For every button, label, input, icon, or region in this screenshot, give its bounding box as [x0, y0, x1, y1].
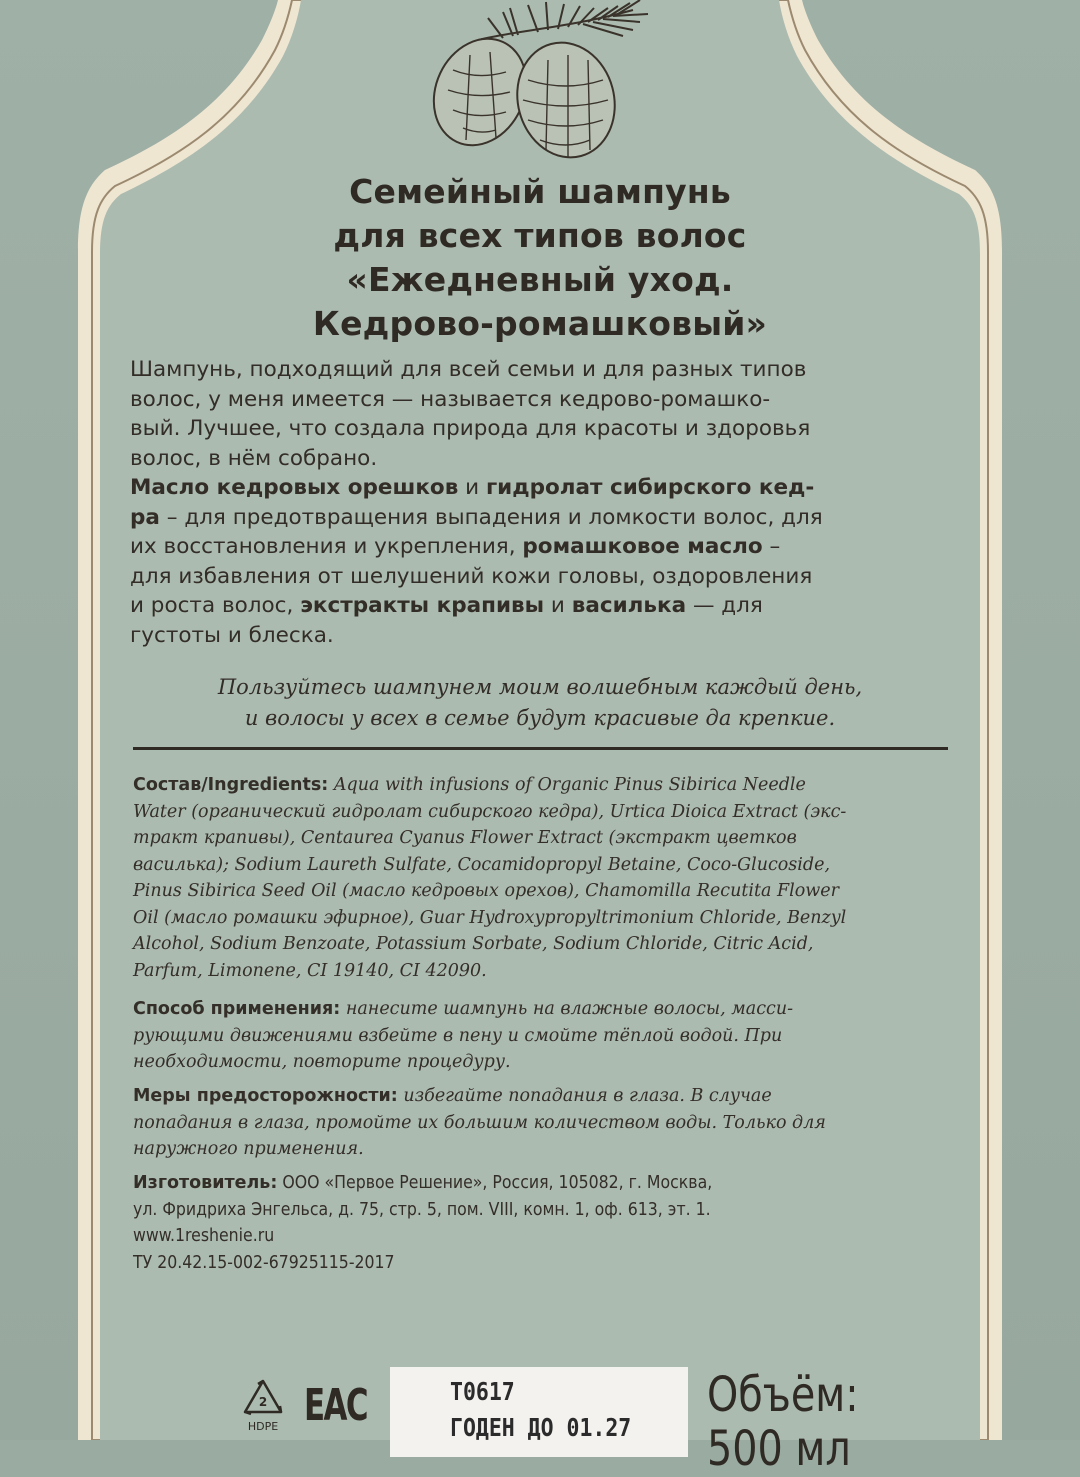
description-line	[130, 562, 950, 592]
motto	[130, 672, 950, 734]
usage-line: необходимости, повторите процедуру.	[133, 1052, 511, 1072]
title-line: для всех типов волос	[333, 216, 747, 255]
ingredients-line: Pinus Sibirica Seed Oil (масло кедровых орехов), Chamomilla Recutita Flower	[133, 881, 839, 901]
title-line: Кедрово-ромашковый»	[312, 304, 768, 343]
expiry-date: ГОДЕН ДО 01.27	[450, 1413, 632, 1442]
volume	[707, 1368, 859, 1476]
text: ООО «Первое Решение», Россия, 105082, г. Москва,	[277, 1173, 713, 1193]
highlight: ромашковое масло	[522, 534, 763, 559]
ingredients-line: Water (органический гидролат сибирского кедра), Urtica Dioica Extract (экс-	[133, 801, 847, 822]
text: густоты и блеска.	[130, 622, 334, 648]
recycle-triangle-icon	[242, 1378, 284, 1416]
title-line: «Ежедневный уход.	[346, 260, 734, 299]
ingredients	[133, 772, 953, 984]
highlight: Масло кедровых орешков	[130, 475, 459, 500]
manufacturer-line	[133, 1170, 953, 1197]
text: и роста волос,	[130, 593, 301, 618]
ingredients-line: Alcohol, Sodium Benzoate, Potassium Sorbate, Sodium Chloride, Citric Acid,	[133, 934, 814, 954]
usage-line: рующими движениями взбейте в пену и смойте тёплой водой. При	[133, 1025, 783, 1046]
text: Aqua with infusions of Organic Pinus Sibirica Needle	[328, 775, 806, 795]
recycle-icon	[238, 1378, 288, 1433]
highlight: василька	[571, 593, 687, 618]
recycle-number: 2	[258, 1395, 268, 1409]
ingredients-line: тракт крапивы), Centaurea Cyanus Flower Extract (экстракт цветков	[133, 828, 797, 848]
description-line: вый. Лучшее, что создала природа для красоты и здоровья	[130, 416, 811, 441]
ingredients-line: Oil (масло ромашки эфирное), Guar Hydroxypropyltrimonium Chloride, Benzyl	[133, 907, 847, 928]
ingredients-label: Состав/Ingredients:	[133, 775, 329, 795]
caution-line: наружного применения.	[133, 1139, 364, 1159]
description-line	[130, 532, 950, 562]
highlight: гидролат сибирского кед-	[485, 475, 815, 500]
description	[130, 355, 950, 650]
text: для избавления от шелушений кожи головы, оздоровления	[130, 563, 813, 589]
highlight: ра	[130, 504, 160, 530]
batch-number: T0617	[450, 1377, 515, 1406]
text: и	[458, 475, 486, 500]
text: их восстановления и укрепления,	[130, 534, 523, 559]
website: www.1reshenie.ru	[133, 1226, 275, 1246]
recycle-label: HDPE	[247, 1420, 279, 1433]
motto-line: и волосы у всех в семье будут красивые да крепкие.	[244, 706, 836, 730]
usage-instructions	[133, 996, 953, 1076]
usage-label: Способ применения:	[133, 999, 341, 1019]
precautions	[133, 1083, 953, 1163]
volume-label: Объём:	[707, 1367, 859, 1423]
spec-number: ТУ 20.42.15-002-67925115-2017	[133, 1252, 395, 1273]
usage-line	[133, 996, 953, 1023]
caution-line: попадания в глаза, промойте их большим количеством воды. Только для	[133, 1112, 826, 1133]
ingredients-line: Parfum, Limonene, CI 19140, CI 42090.	[133, 960, 487, 981]
text: –	[762, 534, 781, 559]
description-line	[130, 503, 950, 533]
text: избегайте попадания в глаза. В случае	[397, 1086, 772, 1106]
highlight: экстракты крапивы	[300, 593, 545, 618]
caution-label: Меры предосторожности:	[133, 1086, 398, 1106]
volume-value: 500 мл	[707, 1421, 851, 1477]
description-line	[130, 591, 950, 621]
description-line	[130, 621, 950, 651]
description-line: волос, у меня имеется — называется кедрово-ромашко-	[130, 386, 771, 412]
title-line: Семейный шампунь	[349, 172, 731, 211]
batch-stamp	[390, 1367, 688, 1457]
motto-line: Пользуйтесь шампунем моим волшебным каждый день,	[217, 675, 863, 699]
manufacturer-label: Изготовитель:	[133, 1173, 278, 1193]
text: – для предотвращения выпадения и ломкости волос, для	[159, 504, 823, 530]
manufacturer-line: ул. Фридриха Энгельса, д. 75, стр. 5, пом. VIII, комн. 1, оф. 613, эт. 1.	[133, 1199, 711, 1220]
ingredients-line	[133, 772, 953, 799]
description-line	[130, 473, 950, 503]
ingredients-line: василька); Sodium Laureth Sulfate, Cocamidopropyl Betaine, Coco-Glucoside,	[133, 854, 831, 875]
text: нанесите шампунь на влажные волосы, масси-	[340, 999, 794, 1019]
caution-line	[133, 1083, 953, 1110]
description-line: Шампунь, подходящий для всей семьи и для разных типов	[130, 357, 807, 382]
eac-mark: ЕАС	[304, 1380, 367, 1431]
manufacturer	[133, 1170, 953, 1276]
description-line: волос, в нём собрано.	[130, 445, 378, 471]
product-title	[200, 170, 880, 346]
text: и	[544, 593, 572, 618]
divider	[133, 747, 948, 750]
text: — для	[686, 593, 763, 618]
